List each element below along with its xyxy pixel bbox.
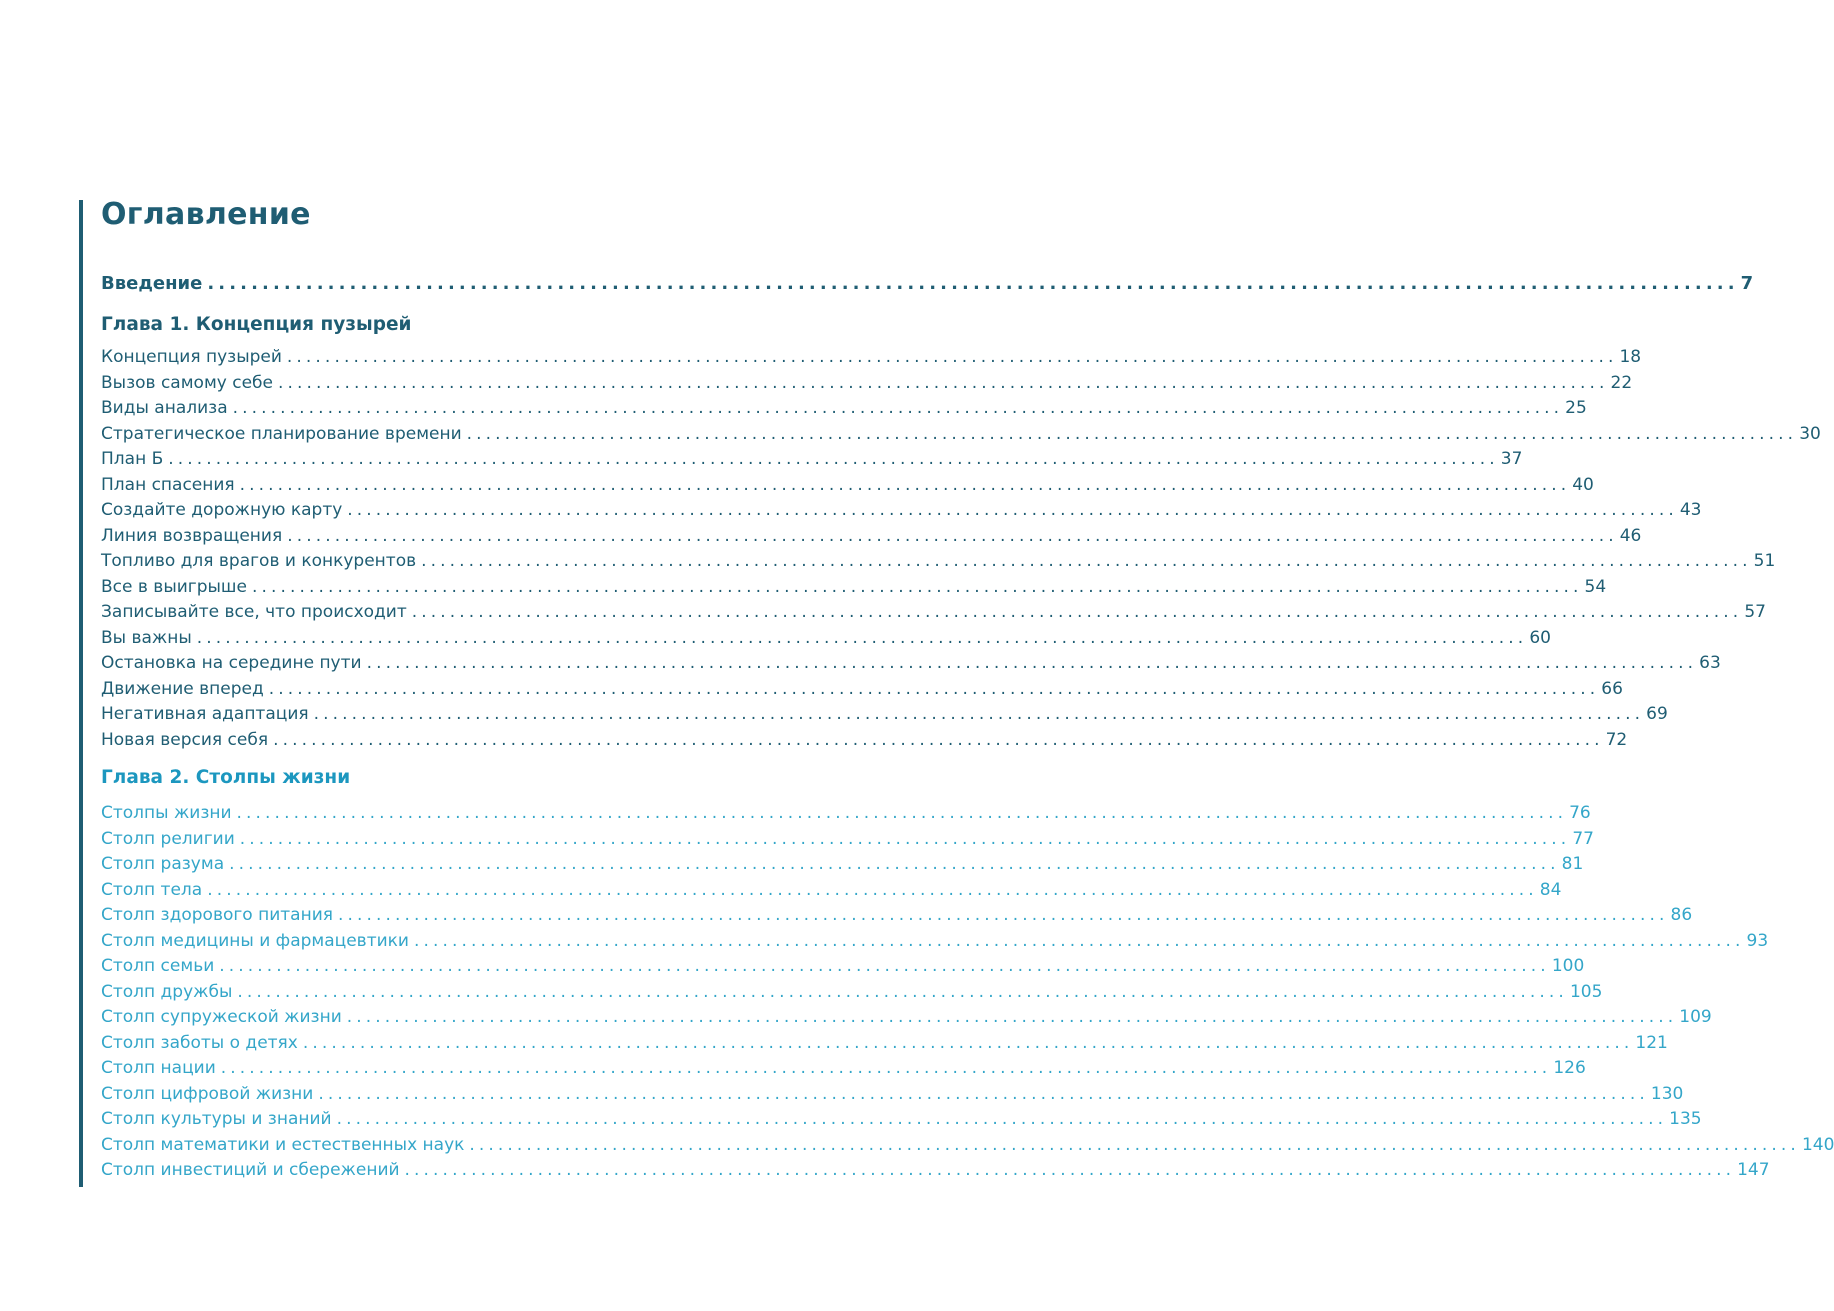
toc-entry-page: 76 <box>1569 803 1591 823</box>
chapter-2-title: Глава 2. Столпы жизни <box>101 767 351 788</box>
toc-entry-page: 93 <box>1746 930 1769 951</box>
toc-entry-label: Столп нации <box>101 1058 216 1078</box>
toc-entry[interactable] <box>101 677 1623 703</box>
dot-leader: ............................................................................................................................................ <box>413 930 1745 951</box>
toc-entry-label: План Б <box>101 449 164 469</box>
toc-entry-page: 54 <box>1584 576 1607 597</box>
dot-leader: ............................................................................................................................................ <box>286 347 1618 367</box>
toc-entry[interactable] <box>101 447 1523 473</box>
toc-entry-page: 72 <box>1605 729 1628 750</box>
dot-leader: ............................................................................................................................................ <box>239 828 1571 849</box>
toc-entry[interactable] <box>101 600 1766 626</box>
toc-entry-page: 84 <box>1539 879 1562 900</box>
toc-entry-page: 43 <box>1679 500 1702 520</box>
toc-entry-label: Все в выигрыше <box>101 576 247 597</box>
dot-leader: ............................................................................................................................................ <box>236 803 1568 823</box>
toc-entry-page: 37 <box>1500 449 1523 469</box>
dot-leader: ............................................................................................................................................ <box>273 729 1604 750</box>
toc-entry-label: Столп семьи <box>101 956 215 976</box>
dot-leader: ............................................................................................................................................ <box>346 1007 1678 1027</box>
toc-entry-label: Стратегическое планирование времени <box>101 423 462 444</box>
toc-entry[interactable] <box>101 524 1642 550</box>
toc-entry[interactable] <box>101 827 1594 853</box>
toc-entry-label: Столпы жизни <box>101 803 232 823</box>
toc-entry-page: 25 <box>1565 398 1587 418</box>
toc-entry-page: 140 <box>1801 1134 1834 1155</box>
toc-entry[interactable] <box>101 1082 1684 1108</box>
dot-leader: ............................................................................................................................................ <box>277 372 1609 393</box>
dot-leader: ............................................................................................................................................ <box>469 1134 1800 1155</box>
dot-leader: ............................................................................................................................................ <box>302 1032 1634 1053</box>
dot-leader: ............................................................................................................................................ <box>366 653 1698 673</box>
dot-leader: ............................................................................................................................................ <box>251 576 1583 597</box>
toc-entry-label: Линия возвращения <box>101 525 283 546</box>
toc-entry[interactable] <box>101 801 1591 827</box>
dot-leader: ............................................................................................................................................ <box>229 854 1560 874</box>
toc-entry[interactable] <box>101 473 1594 499</box>
toc-entry[interactable] <box>101 626 1551 652</box>
toc-entry-label: Новая версия себя <box>101 729 269 750</box>
toc-entry-page: 46 <box>1619 525 1642 546</box>
toc-entry-label: Столп заботы о детях <box>101 1032 298 1053</box>
dot-leader: ............................................................................................................................................ <box>287 525 1618 546</box>
toc-entry-page: 51 <box>1753 551 1776 571</box>
toc-entry-label: Виды анализа <box>101 398 228 418</box>
toc-entry-label: Введение <box>101 273 203 294</box>
toc-entry[interactable] <box>101 1158 1770 1184</box>
toc-entry-page: 40 <box>1572 474 1594 495</box>
toc-entry-label: Концепция пузырей <box>101 347 282 367</box>
toc-entry-page: 22 <box>1610 372 1633 393</box>
dot-leader: ............................................................................................................................................ <box>207 879 1538 900</box>
toc-entry-label: Столп цифровой жизни <box>101 1083 314 1104</box>
toc-entry[interactable] <box>101 1056 1586 1082</box>
chapter-1-title: Глава 1. Концепция пузырей <box>101 314 412 335</box>
toc-entry-label: Столп культуры и знаний <box>101 1109 332 1129</box>
dot-leader: ............................................................................................................................................ <box>268 678 1600 699</box>
toc-entry[interactable] <box>101 345 1642 371</box>
dot-leader: ............................................................................................................................................ <box>466 423 1798 444</box>
toc-entry-page: 109 <box>1679 1007 1712 1027</box>
toc-entry-label: Вызов самому себе <box>101 372 273 393</box>
dot-leader: ............................................................................................................................................ <box>337 905 1669 925</box>
toc-entry-page: 130 <box>1650 1083 1684 1104</box>
toc-entry-label: Вы важны <box>101 627 192 648</box>
toc-entry-label: Столп тела <box>101 879 203 900</box>
toc-entry-label: Столп супружеской жизни <box>101 1007 342 1027</box>
toc-entry[interactable] <box>101 852 1584 878</box>
dot-leader: ............................................................................................................................................ <box>207 273 1739 294</box>
toc-entry[interactable] <box>101 728 1628 754</box>
toc-entry-label: Остановка на середине пути <box>101 653 362 673</box>
toc-entry-page: 100 <box>1551 956 1585 976</box>
dot-leader: ............................................................................................................................................ <box>232 398 1564 418</box>
dot-leader: ............................................................................................................................................ <box>168 449 1499 469</box>
toc-entry-page: 60 <box>1529 627 1551 648</box>
toc-entry-label: План спасения <box>101 474 235 495</box>
vertical-accent-bar <box>79 200 83 1187</box>
toc-entry-page: 69 <box>1646 704 1668 724</box>
toc-entry-page: 66 <box>1601 678 1623 699</box>
toc-entry-label: Движение вперед <box>101 678 264 699</box>
table-of-contents <box>101 192 1834 1184</box>
dot-leader: ............................................................................................................................................ <box>219 956 1550 976</box>
toc-entry-label: Записывайте все, что происходит <box>101 602 407 622</box>
toc-entry-label: Столп здорового питания <box>101 905 333 925</box>
toc-entry-page: 86 <box>1670 905 1693 925</box>
toc-entry-introduction[interactable] <box>101 268 1754 300</box>
toc-entry[interactable] <box>101 980 1603 1006</box>
dot-leader: ............................................................................................................................................ <box>237 981 1568 1002</box>
toc-entry-label: Столп религии <box>101 828 235 849</box>
toc-entry[interactable] <box>101 702 1668 728</box>
toc-entry[interactable] <box>101 651 1721 677</box>
dot-leader: ............................................................................................................................................ <box>220 1058 1552 1078</box>
toc-entry-label: Столп дружбы <box>101 981 233 1002</box>
chapter-2-entries <box>101 801 1834 1184</box>
toc-entry-label: Столп разума <box>101 854 225 874</box>
toc-entry[interactable] <box>101 878 1562 904</box>
toc-entry-page: 126 <box>1553 1058 1586 1078</box>
toc-entry[interactable] <box>101 422 1821 448</box>
toc-entry-label: Топливо для врагов и конкурентов <box>101 551 417 571</box>
toc-entry[interactable] <box>101 396 1587 422</box>
toc-entry[interactable] <box>101 1133 1834 1159</box>
toc-entry-page: 63 <box>1699 653 1721 673</box>
toc-entry-label: Столп математики и естественных наук <box>101 1134 465 1155</box>
dot-leader: ............................................................................................................................................ <box>411 602 1743 622</box>
toc-entry[interactable] <box>101 1107 1702 1133</box>
toc-entry[interactable] <box>101 575 1607 601</box>
dot-leader: ............................................................................................................................................ <box>421 551 1752 571</box>
toc-entry-page: 105 <box>1569 981 1603 1002</box>
toc-entry-page: 7 <box>1740 273 1754 294</box>
toc-entry-label: Негативная адаптация <box>101 704 309 724</box>
toc-entry-page: 121 <box>1635 1032 1668 1053</box>
toc-entry[interactable] <box>101 549 1776 575</box>
toc-entry-page: 81 <box>1561 854 1584 874</box>
dot-leader: ............................................................................................................................................ <box>347 500 1678 520</box>
toc-title: Оглавление <box>101 197 311 232</box>
dot-leader: ............................................................................................................................................ <box>239 474 1571 495</box>
dot-leader: ............................................................................................................................................ <box>313 704 1645 724</box>
toc-entry-page: 147 <box>1737 1160 1770 1180</box>
dot-leader: ............................................................................................................................................ <box>196 627 1528 648</box>
toc-entry-label: Создайте дорожную карту <box>101 500 343 520</box>
toc-entry-page: 57 <box>1744 602 1766 622</box>
toc-entry[interactable] <box>101 1031 1668 1057</box>
toc-entry-label: Столп инвестиций и сбережений <box>101 1160 400 1180</box>
toc-entry-page: 18 <box>1619 347 1642 367</box>
toc-entry[interactable] <box>101 903 1693 929</box>
toc-entry[interactable] <box>101 371 1633 397</box>
toc-entry-page: 135 <box>1669 1109 1702 1129</box>
toc-entry[interactable] <box>101 498 1702 524</box>
toc-entry[interactable] <box>101 1005 1712 1031</box>
toc-entry-page: 77 <box>1572 828 1594 849</box>
chapter-1-entries <box>101 345 1821 753</box>
dot-leader: ............................................................................................................................................ <box>318 1083 1649 1104</box>
toc-entry-page: 30 <box>1799 423 1821 444</box>
toc-entry[interactable] <box>101 929 1769 955</box>
dot-leader: ............................................................................................................................................ <box>336 1109 1668 1129</box>
toc-entry-label: Столп медицины и фармацевтики <box>101 930 409 951</box>
toc-entry[interactable] <box>101 954 1585 980</box>
dot-leader: ............................................................................................................................................ <box>404 1160 1736 1180</box>
